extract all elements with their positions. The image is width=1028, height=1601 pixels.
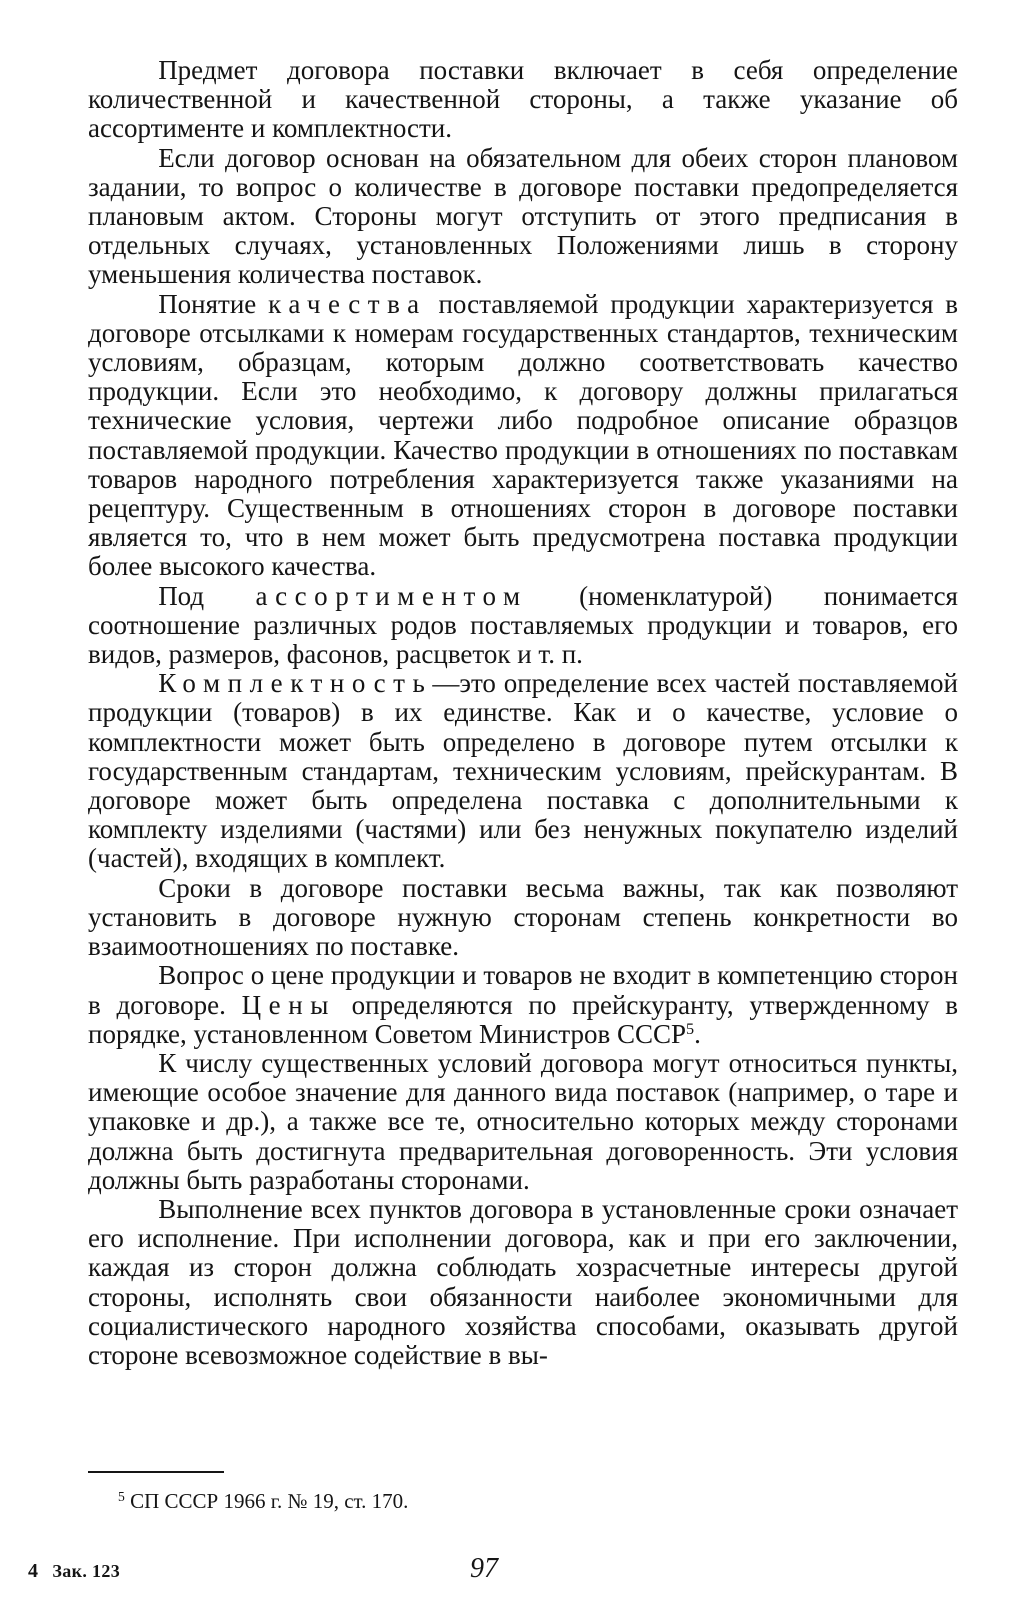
footnote-mark: 5 (118, 1489, 125, 1505)
page-number: 97 (470, 1553, 498, 1584)
paragraph-3 (88, 290, 958, 582)
paragraph-2: Если договор основан на обязательном для обеих сторон плановом задании, то вопрос о количестве в договоре поставки предопределяется плановым актом. Стороны могут отступить от этого предписания в отдельных случаях, установленных Положениями лишь в сторону уменьшения количества поставок. (88, 142, 958, 290)
footnote (118, 1489, 408, 1513)
paragraph-8: К числу существенных условий договора могут относиться пункты, имеющие особое значение для данного вида поставок (например, о таре и упаковке и др.), а также все те, относительно которых между сторонами должна быть достигнута предварительная договоренность. Эти условия должны быть разработаны сторонами. (88, 1047, 958, 1195)
term-prices: Цены (241, 989, 336, 1020)
term-quality: качества (268, 288, 427, 319)
footnote-divider (88, 1471, 224, 1473)
paragraph-4 (88, 582, 958, 670)
paragraph-3-lead: Понятие (158, 288, 269, 319)
footnote-text: СП СССР 1966 г. № 19, ст. 170. (130, 1489, 409, 1513)
paragraph-1: Предмет договора поставки включает в себя определение количественной и качественной стороны, а также указание об ассортименте и комплектности. (88, 55, 958, 144)
printer-imprint (28, 1560, 120, 1583)
paragraph-5 (88, 669, 958, 873)
paragraph-7-tail: . (694, 1018, 701, 1049)
page-body (88, 56, 958, 1370)
paragraph-9: Выполнение всех пунктов договора в установленные сроки означает его исполнение. При исполнении договора, как и при его заключении, каждая из сторон должна соблюдать хозрасчетные интересы другой стороны, исполнять свои обязанности наиболее экономичными для социалистического народного хозяйства способами, оказывать другой стороне всевозможное содействие в вы- (88, 1193, 958, 1370)
paragraph-7-body: определяются по прейскуранту, утвержденному в порядке, установленном Советом Министров СССР (88, 989, 959, 1049)
paragraph-6: Сроки в договоре поставки весьма важны, так как позволяют установить в договоре нужную сторонам степень конкретности во взаимоотношениях по поставке. (88, 872, 958, 962)
paragraph-7-lead: Вопрос о цене продукции и товаров не входит в компетенцию сторон в договоре. (88, 960, 958, 1020)
paragraph-4-lead: Под (158, 580, 256, 611)
paragraph-3-body: поставляемой продукции характеризуется в договоре отсылками к номерам государственных стандартов, техническим условиям, образцам, которым должно соответствовать качество продукции. Если это необходимо, к договору должны прилагаться технические условия, чертежи либо подробное описание образцов поставляемой продукции. Качество продукции в отношениях по поставкам товаров народного потребления характеризуется также указаниями на рецептуру. Существенным в отношениях сторон в договоре поставки является то, что в нем может быть предусмотрена поставка продукции более высокого качества. (88, 288, 958, 582)
footnote-reference: 5 (686, 1019, 695, 1038)
paragraph-7 (88, 961, 958, 1049)
paragraph-4-body: (номенклатурой) понимается соотношение различных родов поставляемых продукции и товаров, его видов, размеров, фасонов, расцветок и т. п. (88, 580, 958, 670)
order-number: Зак. 123 (52, 1561, 121, 1581)
term-assortment: ассортиментом (255, 580, 528, 611)
sheet-number: 4 (28, 1560, 39, 1582)
paragraph-5-body: —это определение всех частей поставляемой продукции (товаров) в их единстве. Как и о качестве, условие о комплектности может быть определено в договоре путем отсылки к государственным стандартам, техническим условиям, прейскурантам. В договоре может быть определена поставка с дополнительными к комплекту изделиями (частями) или без ненужных покупателю изделий (частей), входящих в комплект. (88, 668, 958, 874)
term-completeness: Комплектность (158, 668, 433, 699)
